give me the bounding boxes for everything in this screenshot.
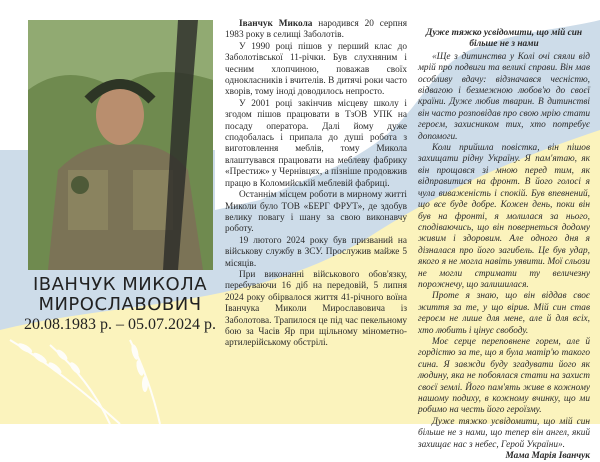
letter-paragraph: Дуже тяжко усвідомити, що мій син більше не з нами, що тепер він ангел, який захищає нас з небес, Герой України». — [418, 416, 590, 450]
hero-patronymic: МИРОСЛАВОВИЧ — [38, 294, 202, 315]
mother-letter-column — [418, 28, 590, 462]
letter-paragraph: «Ще з дитинства у Колі очі сяяли від мрій про подвиги та великі справи. Він мав особливу вдачу: відзначався чесністю, відвагою і безмежною любов'ю до своєї країни. Дуже любив тварин. В дитинстві він часто розповідав про свою мрію стати героєм, захисником тих, хто потребує допомоги. — [418, 51, 590, 142]
bio-paragraph: У 1990 році пішов у перший клас до Заболотівської 11-річки. Був слухняним і чесним хлопчиною, поважав своїх однокласників і вчителів. В дитячі роки часто хворів, тому іноді доводилось непросто. — [225, 41, 407, 98]
hero-dates: 20.08.1983 р. – 05.07.2024 р. — [24, 316, 216, 333]
letter-paragraph: Проте я знаю, що він віддав своє життя за те, у що вірив. Мій син став героєм не лише для мене, але й для всіх, хто любить і цінує свободу. — [418, 291, 590, 336]
bio-text: народився 20 серпня 1983 року в селищі Заболотів. — [225, 19, 407, 41]
bio-paragraph: У 2001 році закінчив місцеву школу і згодом пішов працювати в ТзОВ УПК на посаду оператора. Далі йому дуже сподобалась і припала до душі робота з виготовлення меблів, тому Микола влаштувався працювати на меблеву фабрику «Престиж» у Чернівцях, а пізніше продовжив працю в Коломийській меблевій фабриці. — [225, 98, 407, 189]
letter-signature: Мама Марія Іванчук — [505, 451, 590, 462]
bio-lead-name: Іванчук Микола — [239, 19, 313, 29]
bio-paragraph — [225, 19, 407, 42]
hero-full-name: ІВАНЧУК МИКОЛА — [32, 274, 208, 295]
letter-heading: Дуже тяжко усвідомити, що мій син більше не з нами — [425, 28, 583, 50]
bio-paragraph: При виконанні військового обов'язку, перебуваючи 16 діб на передовій, 5 липня 2024 року обірвалося життя 41-річного воїна Іванчука Миколи Мирославовича із Заболотова. Трапилося це під час пекельному бою за Часів Яр при щільному мінометно-артилерійському обстрілі. — [225, 269, 407, 349]
biography-column — [225, 19, 407, 350]
bio-paragraph: Останнім місцем роботи в мирному житті Миколи було ТОВ «БЕРГ ФРУТ», де здобув велику повагу і шану за свою виконавчу роботу. — [225, 190, 407, 235]
letter-paragraph: Коли прийшла повістка, він пішов захищати рідну Україну. Я пам'ятаю, як він прощався зі мною перед тим, як відправитися на фронт. В його голосі я чула виваженість і спокій. Був впевнений, що все буде добре. Кожен день, поки він був на фронті, я молилася за нього, сподіваючись, що він повернеться додому живим і здоровим. Але одного дня я дізналася про його загибель. Це був удар, якого я не могла навіть уявити. Мої сльози не могли стримати ту величезну порожнечу, що залишилася. — [418, 143, 590, 290]
bio-paragraph: 19 лютого 2024 року був призваний на військову службу в ЗСУ. Прослужив майже 5 місяців. — [225, 235, 407, 269]
letter-paragraph: Моє серце переповнене горем, але й гордістю за те, що я була матір'ю такого сина. Я завжди буду згадувати його як людину, яка не побоялася стати на захист своєї землі. Його пам'ять живе в кожному нашому подиху, в кожному вчинку, що ми робимо на честь його героїзму. — [418, 336, 590, 416]
soldier-portrait-photo — [28, 20, 213, 270]
